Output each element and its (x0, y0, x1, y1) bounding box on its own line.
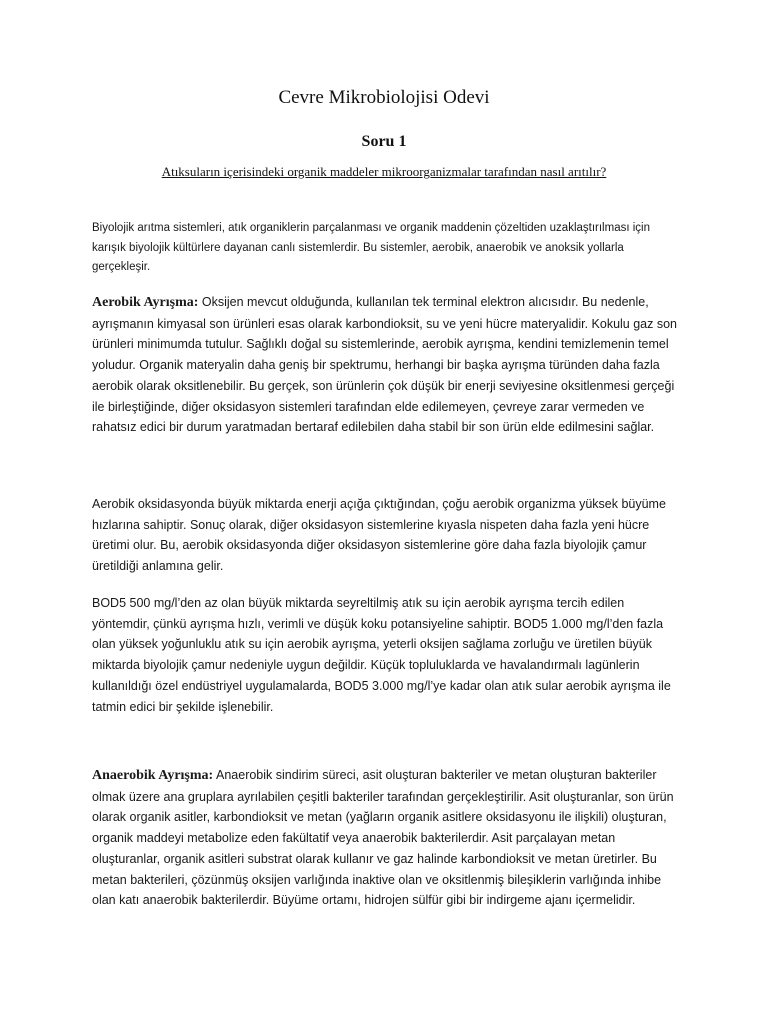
anaerobic-text: Anaerobik sindirim süreci, asit oluşturan bakteriler ve metan oluşturan bakteriler olmak üzere ana gruplara ayrılabilen çeşitli bakteriler tarafından gerçekleştirilir. Asit oluşturanlar, son ürün olarak organik asitler, karbondioksit ve metan (yağların organik asitlere oksidasyonu ile ilişkili) oluşturan, organik maddeyi metabolize eden fakültatif veya anaerobik bakterilerdir. Asit parçalayan metan oluşturanlar, organik asitleri substrat olarak kullanır ve gaz halinde karbondioksit ve metan üretirler. Bu metan bakterileri, çözünmüş oksijen varlığında inaktive olan ve oksitlenmiş bileşiklerin varlığında inhibe olan katı anaerobik bakterilerdir. Büyüme ortamı, hidrojen sülfür gibi bir indirgeme ajanı içermelidir. (92, 768, 674, 908)
aerobic-heading: Aerobik Ayrışma: (92, 295, 199, 310)
paragraph-bod: BOD5 500 mg/l’den az olan büyük miktarda seyreltilmiş atık su için aerobik ayrışma tercih edilen yöntemdir, çünkü ayrışma hızlı, verimli ve düşük koku potansiyeline sahiptir. BOD5 1.000 mg/l’den fazla olan yüksek yoğunluklu atık su için aerobik ayrışma, yeterli oksijen sağlama zorluğu ve üretilen büyük miktarda biyolojik çamur nedeniyle uygun değildir. Küçük topluluklarda ve havalandırmalı lagünlerin kullanıldığı özel endüstriyel uygulamalarda, BOD5 3.000 mg/l’ye kadar olan atık sular aerobik ayrışma ile tatmin edici bir şekilde işlenebilir. (92, 596, 671, 714)
paragraph-anaerobic (92, 765, 682, 911)
question-number: Soru 1 (361, 133, 407, 150)
anaerobic-heading: Anaerobik Ayrışma: (92, 768, 214, 783)
paragraph-energy: Aerobik oksidasyonda büyük miktarda enerji açığa çıktığından, çoğu aerobik organizma yüksek büyüme hızlarına sahiptir. Sonuç olarak, diğer oksidasyon sistemlerine kıyasla nispeten daha fazla yeni hücre üretimi olur. Bu, aerobik oksidasyonda diğer oksidasyon sistemlerine göre daha fazla biyolojik çamur üretildiği anlamına gelir. (92, 497, 666, 574)
paragraph-intro: Biyolojik arıtma sistemleri, atık organiklerin parçalanması ve organik maddenin çözeltiden uzaklaştırılması için karışık biyolojik kültürlere dayanan canlı sistemlerdir. Bu sistemler, aerobik, anaerobik ve anoksik yollarla gerçekleşir. (92, 222, 650, 273)
document-title: Cevre Mikrobiolojisi Odevi (278, 87, 490, 108)
question-text: Atıksuların içerisindeki organik maddeler mikroorganizmalar tarafından nasıl arıtılır? (161, 164, 607, 179)
aerobic-text: Oksijen mevcut olduğunda, kullanılan tek terminal elektron alıcısıdır. Bu nedenle, ayrışmanın kimyasal son ürünleri esas olarak karbondioksit, su ve yeni hücre materyalidir. Kokulu gaz son ürünleri minimumda tutulur. Sağlıklı doğal su sistemlerinde, aerobik ayrışma, kendini temizlemenin temel yoludur. Organik materyalin daha geniş bir spektrumu, herhangi bir başka ayrışma türünden daha fazla aerobik olarak oksitlenebilir. Bu gerçek, son ürünlerin çok düşük bir enerji seviyesine oksitlenmesi gerçeği ile birleştiğinde, diğer oksidasyon sistemleri tarafından elde edilemeyen, çevreye zarar vermeden ve rahatsız edici bir durum yaratmadan bertaraf edilebilen daha stabil bir son ürün elde edilmesini sağlar. (92, 295, 677, 435)
paragraph-aerobic (92, 292, 682, 438)
